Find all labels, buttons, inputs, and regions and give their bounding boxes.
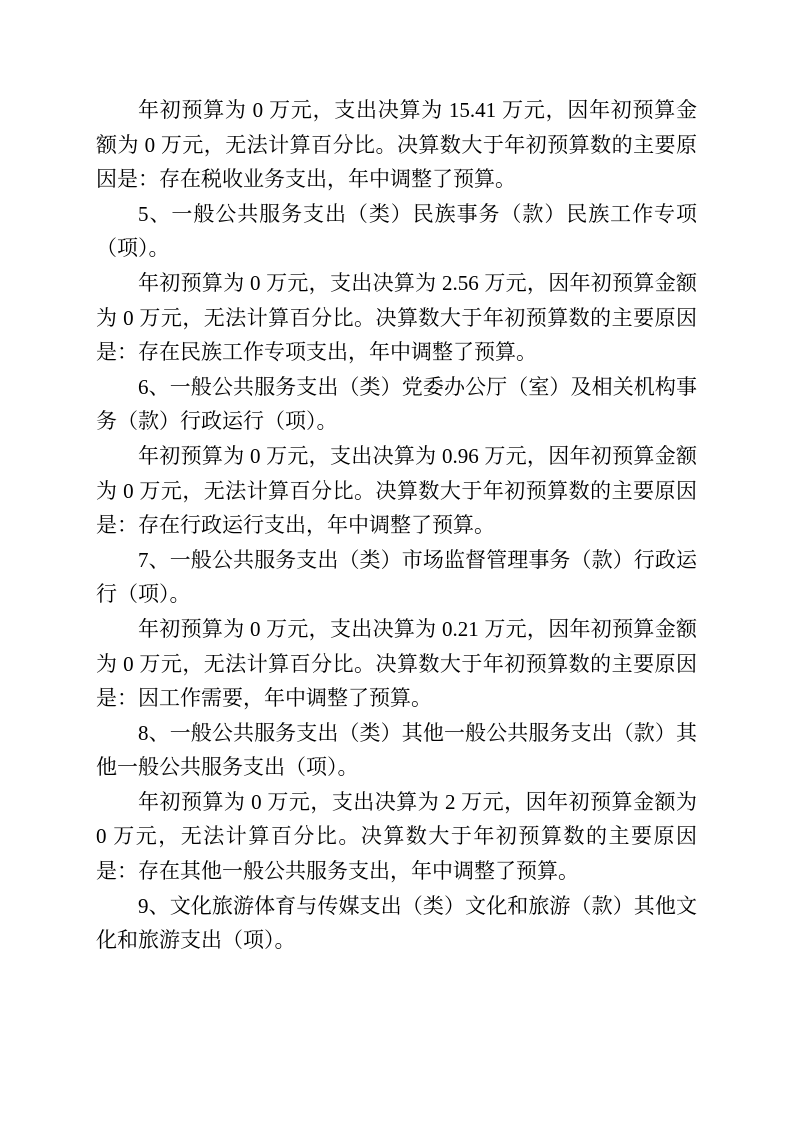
body-paragraph: 6、一般公共服务支出（类）党委办公厅（室）及相关机构事务（款）行政运行（项）。 — [96, 374, 697, 434]
body-paragraph: 7、一般公共服务支出（类）市场监督管理事务（款）行政运行（项）。 — [96, 547, 697, 607]
body-paragraph: 年初预算为 0 万元，支出决算为 0.96 万元，因年初预算金额为 0 万元，无法计算百分比。决算数大于年初预算数的主要原因是：存在行政运行支出，年中调整了预算。 — [96, 443, 697, 538]
body-paragraph: 年初预算为 0 万元，支出决算为 15.41 万元，因年初预算金额为 0 万元，无法计算百分比。决算数大于年初预算数的主要原因是：存在税收业务支出，年中调整了预算。 — [96, 98, 697, 192]
body-paragraph: 年初预算为 0 万元，支出决算为 2.56 万元，因年初预算金额为 0 万元，无法计算百分比。决算数大于年初预算数的主要原因是：存在民族工作专项支出，年中调整了预算。 — [96, 270, 697, 365]
body-paragraph: 8、一般公共服务支出（类）其他一般公共服务支出（款）其他一般公共服务支出（项）。 — [96, 720, 697, 780]
body-paragraph: 年初预算为 0 万元，支出决算为 2 万元，因年初预算金额为 0 万元，无法计算百分比。决算数大于年初预算数的主要原因是：存在其他一般公共服务支出，年中调整了预算。 — [96, 789, 697, 884]
document-body — [96, 93, 697, 958]
body-paragraph: 5、一般公共服务支出（类）民族事务（款）民族工作专项（项）。 — [96, 201, 697, 261]
body-paragraph: 年初预算为 0 万元，支出决算为 0.21 万元，因年初预算金额为 0 万元，无法计算百分比。决算数大于年初预算数的主要原因是：因工作需要，年中调整了预算。 — [96, 616, 697, 711]
body-paragraph: 9、文化旅游体育与传媒支出（类）文化和旅游（款）其他文化和旅游支出（项）。 — [96, 893, 697, 953]
